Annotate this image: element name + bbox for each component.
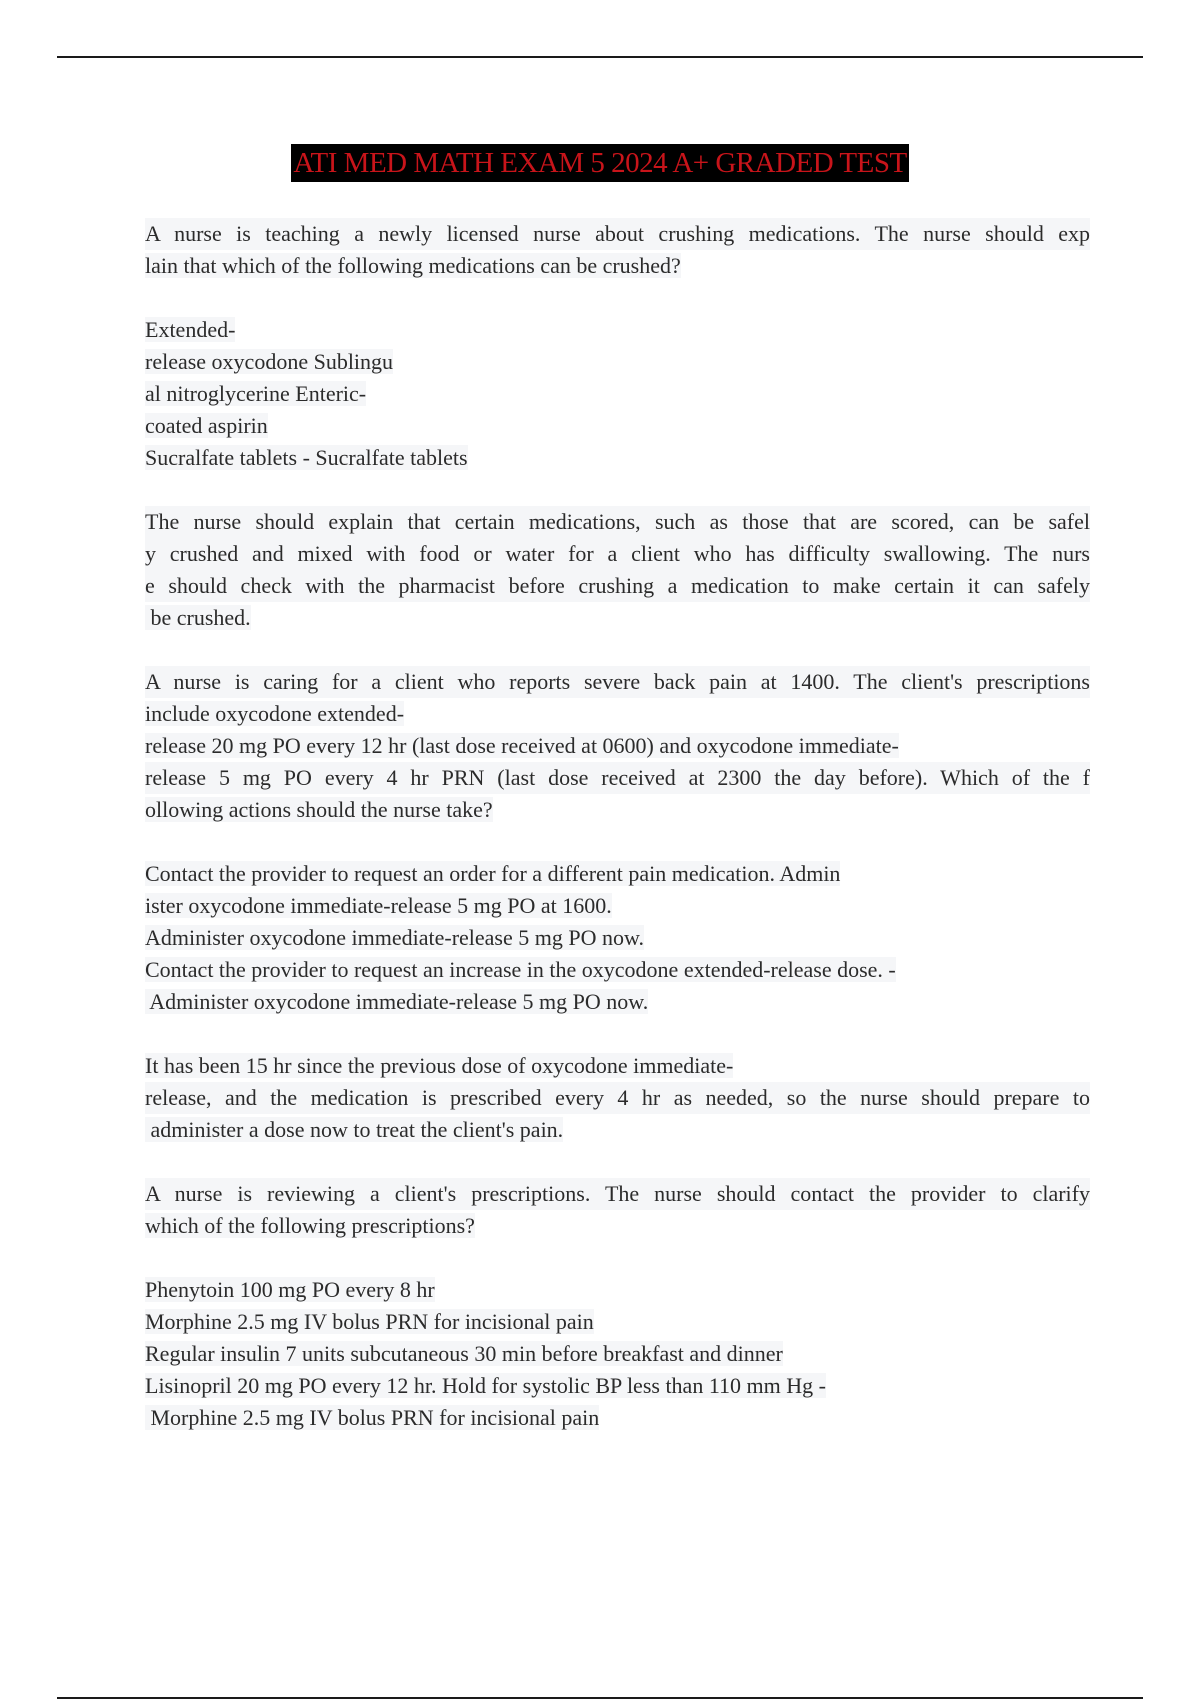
text-line: release 5 mg PO every 4 hr PRN (last dose received at 2300 the day before). Which of the f <box>145 762 1090 794</box>
text-line: ollowing actions should the nurse take? <box>145 797 493 822</box>
text-line: which of the following prescriptions? <box>145 1213 475 1238</box>
text-line: lain that which of the following medications can be crushed? <box>145 253 681 278</box>
option-line: release oxycodone Sublingu <box>145 349 394 374</box>
text-line: be crushed. <box>145 605 251 630</box>
option-line: Phenytoin 100 mg PO every 8 hr <box>145 1277 435 1302</box>
option-line: Sucralfate tablets - Sucralfate tablets <box>145 445 468 470</box>
question-2-prompt <box>145 666 1090 826</box>
option-line: Morphine 2.5 mg IV bolus PRN for incisional pain <box>145 1405 600 1430</box>
question-3-prompt <box>145 1178 1090 1242</box>
option-line: Lisinopril 20 mg PO every 12 hr. Hold for systolic BP less than 110 mm Hg - <box>145 1373 826 1398</box>
text-line: A nurse is reviewing a client's prescriptions. The nurse should contact the provider to clarify <box>145 1178 1090 1210</box>
option-line: al nitroglycerine Enteric- <box>145 381 367 406</box>
text-line: include oxycodone extended- <box>145 701 405 726</box>
text-line: release, and the medication is prescribed every 4 hr as needed, so the nurse should prepare to <box>145 1082 1090 1114</box>
option-line: Morphine 2.5 mg IV bolus PRN for incisional pain <box>145 1309 594 1334</box>
top-rule <box>57 56 1143 58</box>
question-1-options <box>145 314 1090 474</box>
option-line: Regular insulin 7 units subcutaneous 30 min before breakfast and dinner <box>145 1341 783 1366</box>
question-3-options <box>145 1274 1090 1434</box>
option-line: Administer oxycodone immediate-release 5 mg PO now. <box>145 989 649 1014</box>
document-body <box>145 218 1090 1466</box>
question-2-options <box>145 858 1090 1018</box>
question-2-rationale <box>145 1050 1090 1146</box>
text-line: y crushed and mixed with food or water for a client who has difficulty swallowing. The nurs <box>145 538 1090 570</box>
option-line: Extended- <box>145 317 236 342</box>
bottom-rule <box>57 1697 1143 1699</box>
text-line: e should check with the pharmacist before crushing a medication to make certain it can safely <box>145 570 1090 602</box>
question-1-rationale <box>145 506 1090 634</box>
option-line: Administer oxycodone immediate-release 5 mg PO now. <box>145 925 644 950</box>
document-title: ATI MED MATH EXAM 5 2024 A+ GRADED TEST <box>291 144 908 182</box>
text-line: The nurse should explain that certain medications, such as those that are scored, can be safel <box>145 506 1090 538</box>
option-line: coated aspirin <box>145 413 268 438</box>
text-line: It has been 15 hr since the previous dose of oxycodone immediate- <box>145 1053 734 1078</box>
text-line: administer a dose now to treat the client's pain. <box>145 1117 564 1142</box>
question-1-prompt <box>145 218 1090 282</box>
option-line: Contact the provider to request an increase in the oxycodone extended-release dose. - <box>145 957 896 982</box>
text-line: A nurse is teaching a newly licensed nurse about crushing medications. The nurse should exp <box>145 218 1090 250</box>
option-line: Contact the provider to request an order for a different pain medication. Admin <box>145 861 841 886</box>
option-line: ister oxycodone immediate-release 5 mg PO at 1600. <box>145 893 612 918</box>
title-banner <box>0 144 1200 182</box>
text-line: A nurse is caring for a client who reports severe back pain at 1400. The client's prescriptions <box>145 666 1090 698</box>
text-line: release 20 mg PO every 12 hr (last dose received at 0600) and oxycodone immediate- <box>145 733 899 758</box>
